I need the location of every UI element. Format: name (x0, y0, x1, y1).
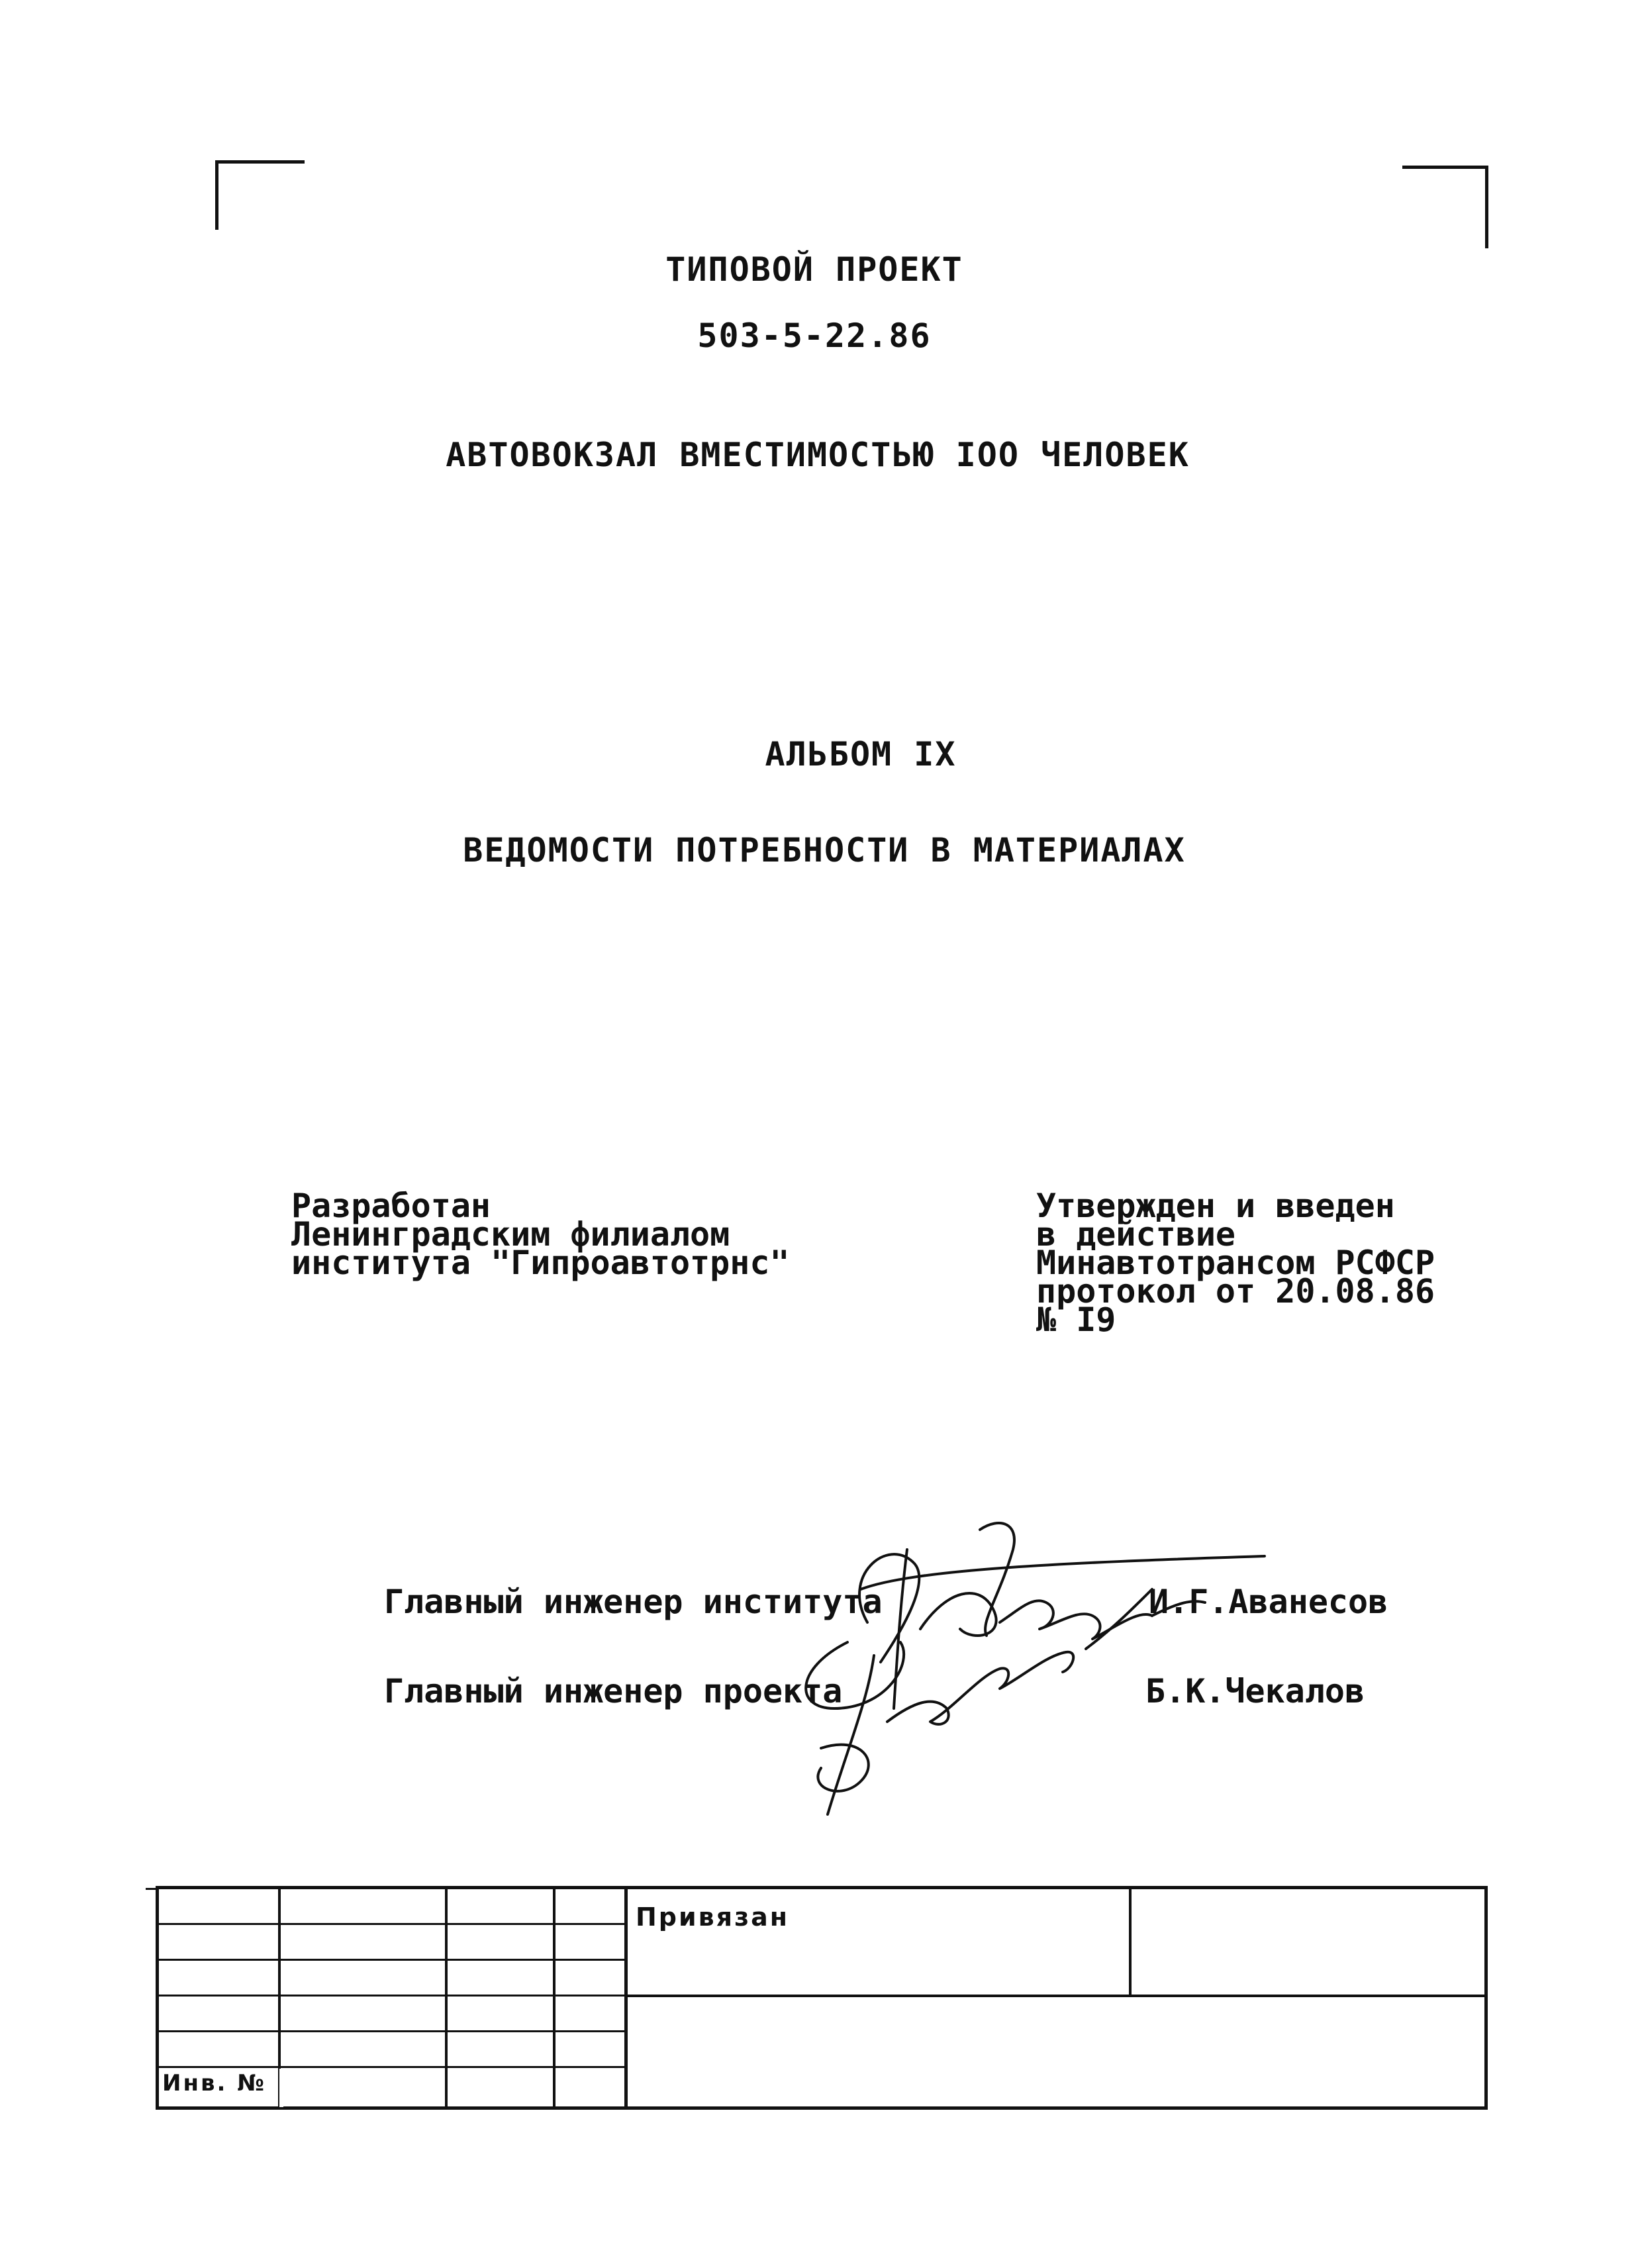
inventory-label: Инв. № (162, 2070, 267, 2096)
approved-line-3: Минавтотрансом РСФСР (1036, 1244, 1435, 1282)
handwritten-signatures (781, 1510, 1284, 1828)
corner-mark-top-left (215, 160, 305, 230)
stamp-col-line (1129, 1887, 1132, 1996)
title-block-stamp (156, 1886, 1488, 2110)
stamp-col-line (445, 1887, 448, 2108)
developed-line-1: Разработан (291, 1187, 491, 1225)
bound-label: Привязан (636, 1902, 790, 1932)
stamp-col-line (624, 1887, 628, 2108)
approved-line-5: № I9 (1036, 1301, 1116, 1339)
developed-line-2: Ленинградским филиалом (291, 1215, 730, 1254)
stamp-row-line (626, 1995, 1484, 1997)
approved-line-2: в действие (1036, 1215, 1236, 1254)
approved-line-1: Утвержден и введен (1036, 1187, 1395, 1225)
chief-project-label: Главный инженер проекта (384, 1672, 843, 1710)
stamp-col-line (553, 1887, 555, 2108)
chief-institute-name: И.Г.Аванесов (1149, 1583, 1388, 1621)
album-label: АЛЬБОМ IX (765, 735, 957, 773)
project-type: ТИПОВОЙ ПРОЕКТ (665, 250, 963, 289)
project-number: 503-5-22.86 (697, 317, 932, 355)
inventory-cell-cover (279, 2069, 283, 2107)
stamp-row-line (159, 1959, 626, 1961)
project-title: АВТОВОКЗАЛ ВМЕСТИМОСТЬЮ IOO ЧЕЛОВЕК (446, 436, 1190, 474)
approved-line-4: протокол от 20.08.86 (1036, 1272, 1435, 1310)
stamp-top-extension (146, 1888, 159, 1890)
developed-line-3: института "Гипроавтотрнс" (291, 1244, 790, 1282)
album-subtitle: ВЕДОМОСТИ ПОТРЕБНОСТИ В МАТЕРИАЛАХ (463, 831, 1186, 869)
stamp-row-line (159, 1995, 626, 1997)
stamp-row-line (159, 1923, 626, 1925)
approved-block (1036, 1187, 1435, 1339)
corner-mark-top-right (1402, 166, 1488, 248)
chief-project-name: Б.К.Чекалов (1145, 1672, 1365, 1710)
chief-institute-label: Главный инженер института (384, 1583, 883, 1621)
stamp-row-line (159, 2030, 626, 2032)
developed-block (291, 1187, 790, 1282)
stamp-row-line (159, 2066, 626, 2068)
